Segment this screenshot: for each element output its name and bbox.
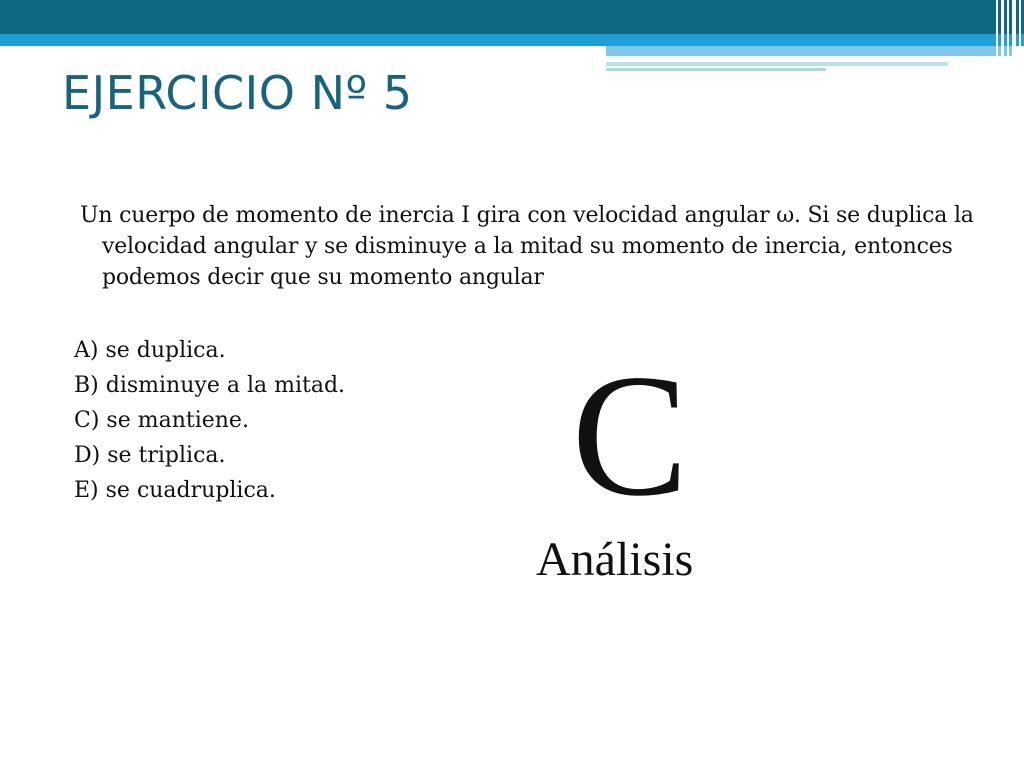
correct-answer: C (571, 338, 689, 532)
question-text: Un cuerpo de momento de inercia I gira con velocidad angular ω. Si se duplica la velocidad angular y se disminuye a la mitad su momento de inercia, entonces podemos decir que su momento angular (80, 203, 974, 290)
header-band-light (0, 34, 1024, 46)
option-b: B) disminuye a la mitad. (74, 373, 346, 398)
option-a: A) se duplica. (74, 338, 226, 363)
answer-options (74, 333, 345, 508)
option-d: D) se triplica. (74, 443, 226, 468)
slide-title: EJERCICIO Nº 5 (62, 66, 413, 120)
option-c: C) se mantiene. (74, 408, 249, 433)
header-accent-bar (606, 46, 1016, 56)
option-e: E) se cuadruplica. (74, 478, 276, 503)
header-band-dark (0, 0, 1024, 34)
analysis-label: Análisis (536, 533, 694, 586)
header-accent-line-short (606, 68, 826, 71)
header-accent-line (606, 62, 948, 66)
header-stripes (990, 0, 1024, 72)
